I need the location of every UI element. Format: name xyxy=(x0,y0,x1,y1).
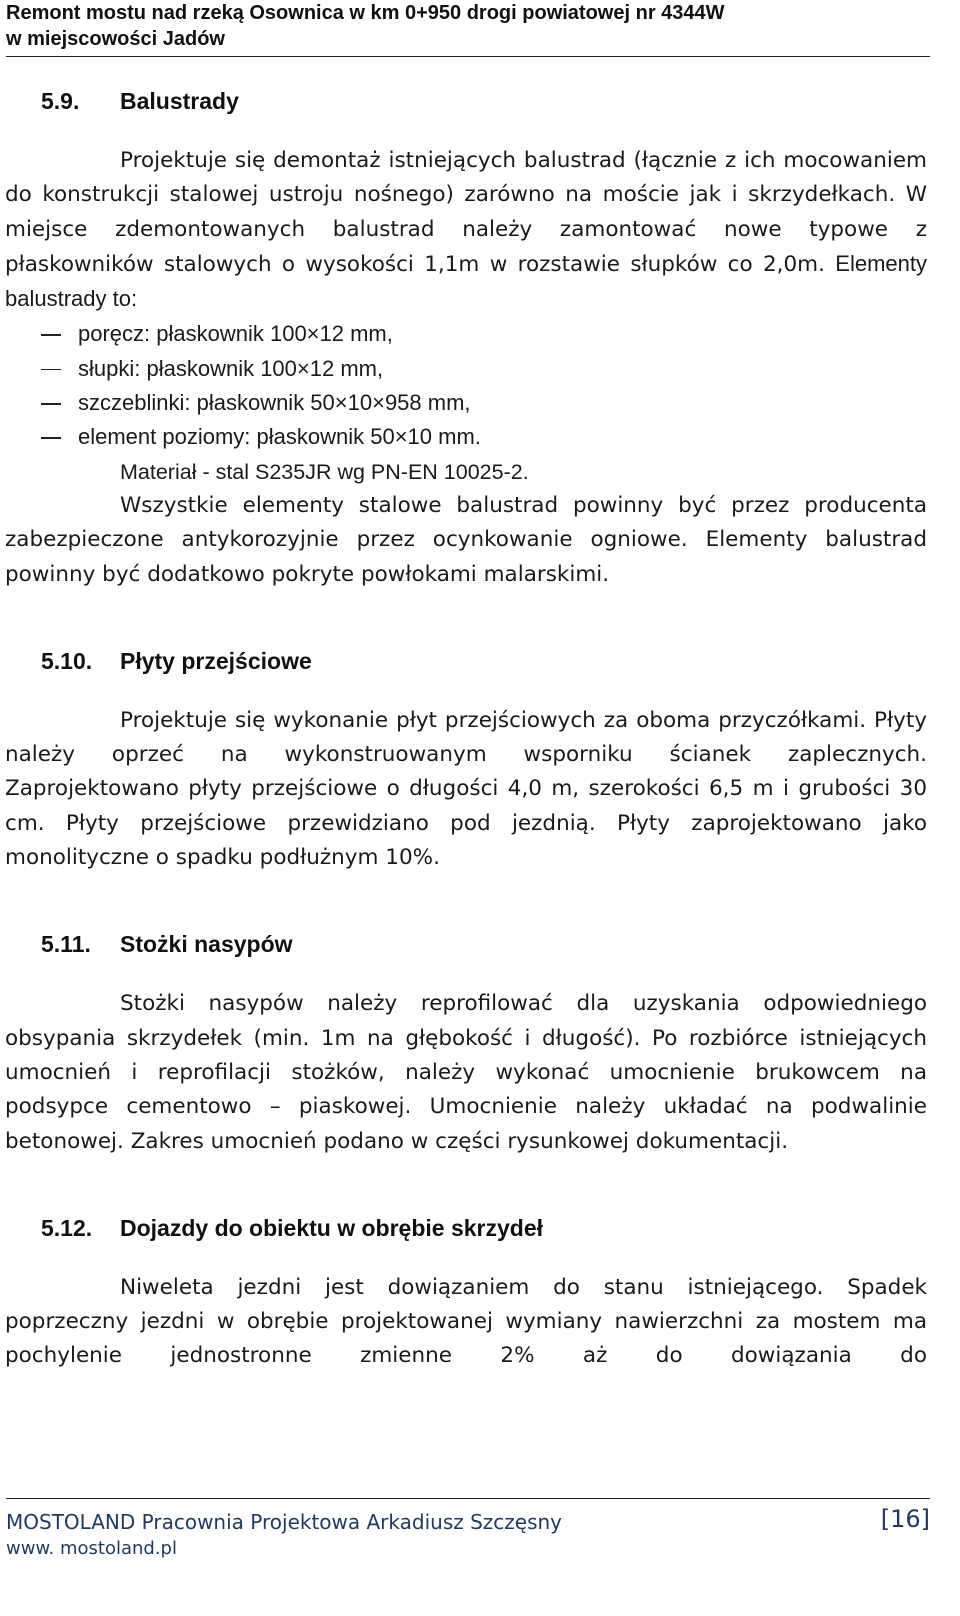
list-item: element poziomy: płaskownik 50×10 mm. xyxy=(5,420,927,454)
footer-company: MOSTOLAND Pracownia Projektowa Arkadiusz Szczęsny xyxy=(6,1510,563,1534)
paragraph: Niweleta jezdni jest dowiązaniem do stanu istniejącego. Spadek poprzeczny jezdni w obrębie projektowanej wymiany nawierzchni za mostem ma pochylenie jednostronne zmienne 2% aż do dowiązania do xyxy=(5,1274,927,1369)
paragraph: Wszystkie elementy stalowe balustrad powinny być przez producenta zabezpieczone antykorozyjnie przez ocynkowanie ogniowe. Elementy balustrad powinny być dodatkowo pokryte powłokami malarskimi. xyxy=(5,492,927,587)
section-title: Płyty przejściowe xyxy=(120,647,312,674)
section-dojazdy xyxy=(5,1213,927,1374)
document-body xyxy=(5,86,927,1374)
section-number: 5.11. xyxy=(41,931,91,958)
section-heading xyxy=(5,929,927,959)
footer-row xyxy=(6,1507,930,1537)
section-heading xyxy=(5,86,927,116)
list-item: słupki: płaskownik 100×12 mm, xyxy=(5,352,927,386)
paragraph: Projektuje się wykonanie płyt przejściowych za oboma przyczółkami. Płyty należy oprzeć na wykonstruowanym wsporniku ścianek zaplecznych. Zaprojektowano płyty przejściowe o długości 4,0 m, szerokości 6,5 m i grubości 30 cm. Płyty przejściowe przewidziano pod jezdnią. Płyty zaprojektowano jako monolityczne o spadku podłużnym 10%. xyxy=(5,707,927,871)
section-heading xyxy=(5,646,927,676)
section-number: 5.9. xyxy=(41,88,80,114)
section-heading xyxy=(5,1213,927,1243)
section-number: 5.10. xyxy=(41,647,93,674)
footer-website: www. mostoland.pl xyxy=(6,1538,177,1559)
paragraph-text: Elementy balustrady to: xyxy=(5,250,927,312)
paragraph xyxy=(5,144,927,317)
paragraph: Stożki nasypów należy reprofilować dla uzyskania odpowiedniego obsypania skrzydełek (min. 1m na głębokość i długość). Po rozbiórce istniejących umocnień i reprofilacji stożków, należy wykonać umocnienie brukowcem na podsypce cementowo – piaskowej. Umocnienie należy układać na podwalinie betonowej. Zakres umocnień podano w części rysunkowej dokumentacji. xyxy=(5,991,927,1154)
section-title: Balustrady xyxy=(120,88,239,114)
section-number: 5.12. xyxy=(41,1214,93,1241)
section-balustrady xyxy=(5,86,927,592)
section-plyty-przejsciowe xyxy=(5,646,927,875)
material-note: Materiał - stal S235JR wg PN-EN 10025-2. xyxy=(120,459,529,484)
section-stozki-nasypow xyxy=(5,929,927,1158)
element-list xyxy=(5,317,927,454)
list-item: szczeblinki: płaskownik 50×10×958 mm, xyxy=(5,386,927,420)
header-title-line-1: Remont mostu nad rzeką Osownica w km 0+950 drogi powiatowej nr 4344W xyxy=(6,2,725,24)
section-title: Stożki nasypów xyxy=(120,931,293,958)
section-title: Dojazdy do obiektu w obrębie skrzydeł xyxy=(120,1214,544,1241)
page-footer xyxy=(6,1498,930,1561)
page-header xyxy=(6,0,930,57)
header-title-line-2: w miejscowości Jadów xyxy=(6,28,225,50)
page-number: [16] xyxy=(880,1505,930,1533)
paragraph-text: Projektuje się demontaż istniejących balustrad (łącznie z ich mocowaniem do konstrukcji stalowej ustroju nośnego) zarówno na moście jak i skrzydełkach. W miejsce zdemontowanych balustrad należy zamontować nowe typowe z płaskowników stalowych o wysokości 1,1m w rozstawie słupków co 2,0m. xyxy=(5,148,927,277)
list-item: poręcz: płaskownik 100×12 mm, xyxy=(5,317,927,351)
